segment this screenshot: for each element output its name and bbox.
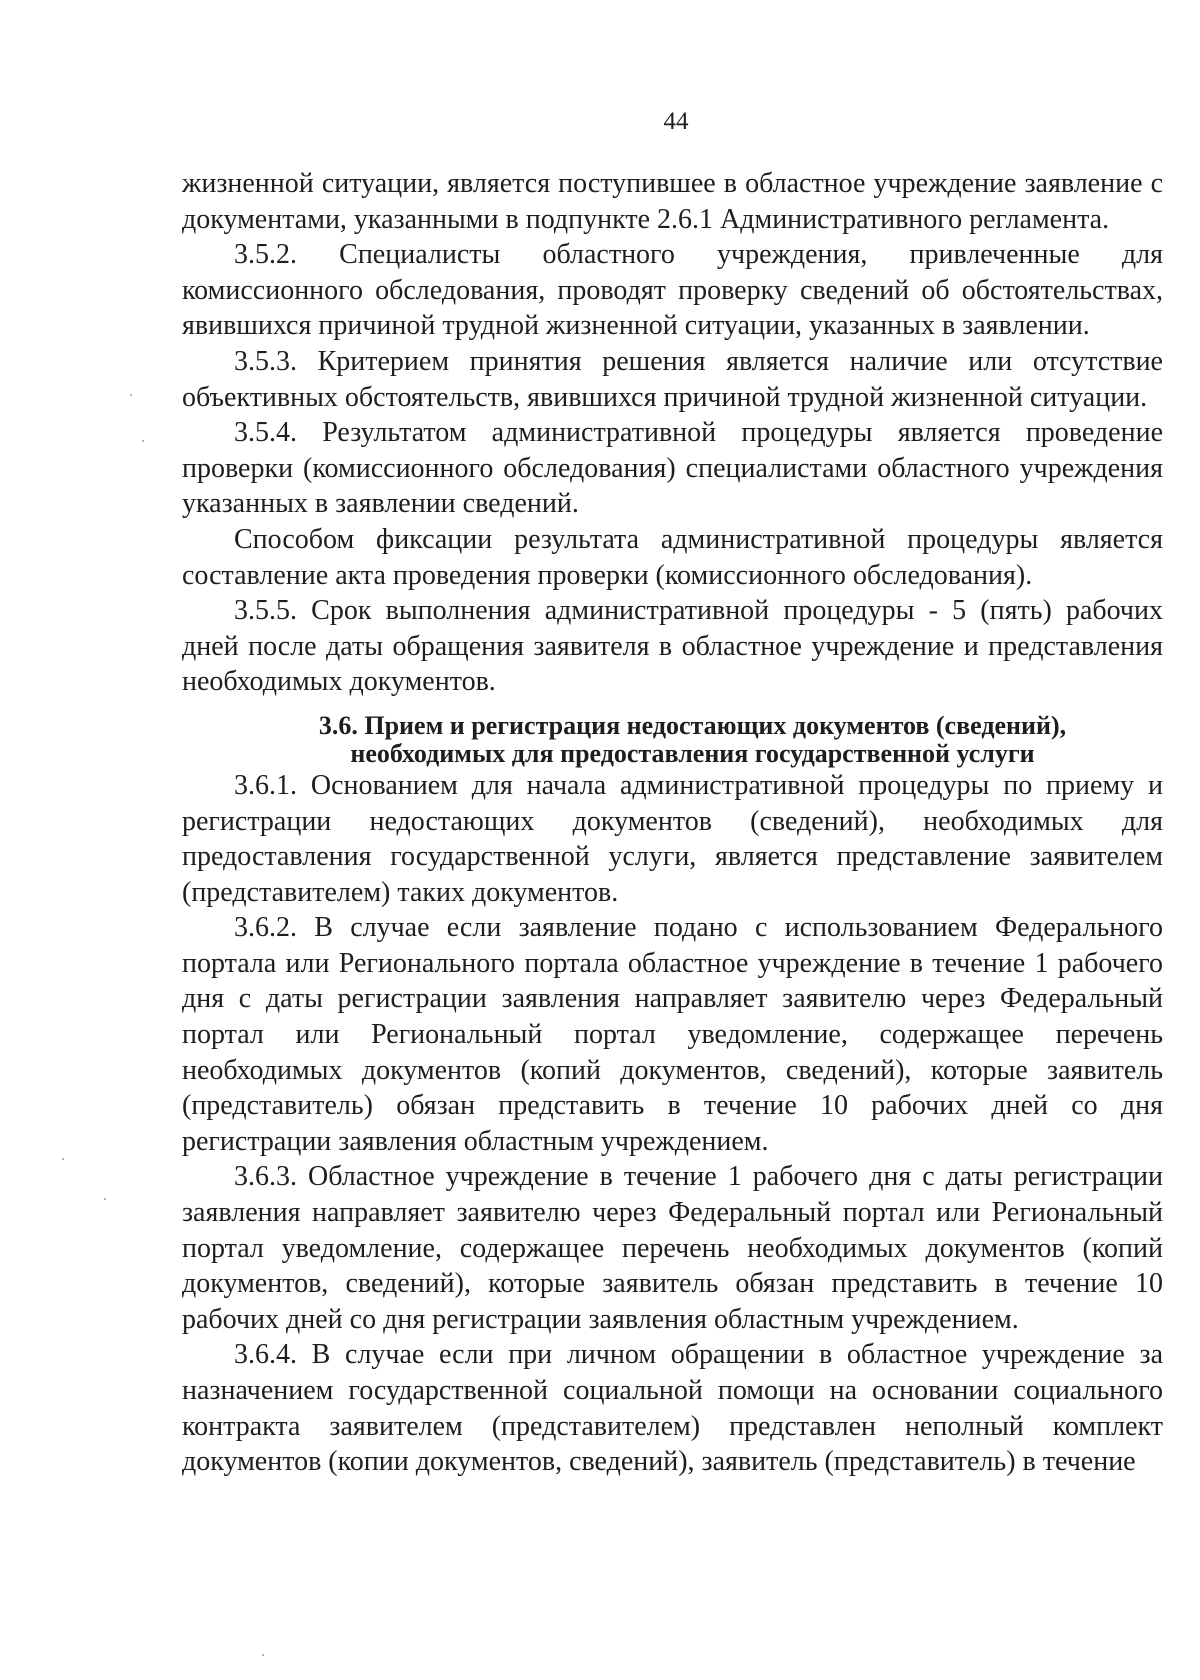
paragraph-3-5-4: 3.5.4. Результатом административной процедуры является проведение проверки (комиссионного обследования) специалистами областного учреждения указанных в заявлении сведений.	[182, 417, 1163, 520]
paragraph-continuation: жизненной ситуации, является поступившее в областное учреждение заявление с документами, указанными в подпункте 2.6.1 Административного регламента.	[182, 168, 1163, 235]
paragraph-3-6-2: 3.6.2. В случае если заявление подано с использованием Федерального портала или Регионального портала областное учреждение в течение 1 рабочего дня с даты регистрации заявления направляет заявителю через Федеральный портал или Региональный портал уведомление, содержащее перечень необходимых документов (копий документов, сведений), которые заявитель (представитель) обязан представить в течение 10 рабочих дней со дня регистрации заявления областным учреждением.	[182, 912, 1163, 1157]
scan-speck	[262, 1654, 264, 1656]
paragraph-3-5-3: 3.5.3. Критерием принятия решения является наличие или отсутствие объективных обстоятельств, явившихся причиной трудной жизненной ситуации.	[182, 345, 1163, 413]
paragraph-3-6-3: 3.6.3. Областное учреждение в течение 1 рабочего дня с даты регистрации заявления направляет заявителю через Федеральный портал или Региональный портал уведомление, содержащее перечень необходимых документов (копий документов, сведений), которые заявитель обязан представить в течение 10 рабочих дней со дня регистрации заявления областным учреждением.	[182, 1161, 1163, 1335]
paragraph-3-5-5: 3.5.5. Срок выполнения административной процедуры - 5 (пять) рабочих дней после даты обращения заявителя в областное учреждение и представления необходимых документов.	[182, 595, 1163, 698]
section-heading-3-6	[182, 712, 1163, 768]
page-number: 44	[663, 108, 689, 135]
scan-speck	[130, 394, 132, 396]
paragraph-3-6-4: 3.6.4. В случае если при личном обращении в областное учреждение за назначением государственной социальной помощи на основании социального контракта заявителем (представителем) представлен неполный комплект документов (копии документов, сведений), заявитель (представитель) в течение	[182, 1339, 1163, 1478]
paragraph-3-5-2: 3.5.2. Специалисты областного учреждения, привлеченные для комиссионного обследования, проводят проверку сведений об обстоятельствах, явившихся причиной трудной жизненной ситуации, указанных в заявлении.	[182, 239, 1163, 342]
paragraph-fixation: Способом фиксации результата административной процедуры является составление акта проведения проверки (комиссионного обследования).	[182, 523, 1163, 591]
document-body	[182, 166, 1163, 1480]
section-heading-line-2: необходимых для предоставления государственной услуги	[350, 738, 1035, 768]
section-heading-line-1: 3.6. Прием и регистрация недостающих документов (сведений),	[318, 710, 1067, 740]
scan-speck	[104, 1198, 106, 1200]
scan-speck	[142, 440, 144, 442]
paragraph-3-6-1: 3.6.1. Основанием для начала административной процедуры по приему и регистрации недостающих документов (сведений), необходимых для предоставления государственной услуги, является представление заявителем (представителем) таких документов.	[182, 769, 1163, 908]
scan-speck	[62, 1158, 64, 1160]
